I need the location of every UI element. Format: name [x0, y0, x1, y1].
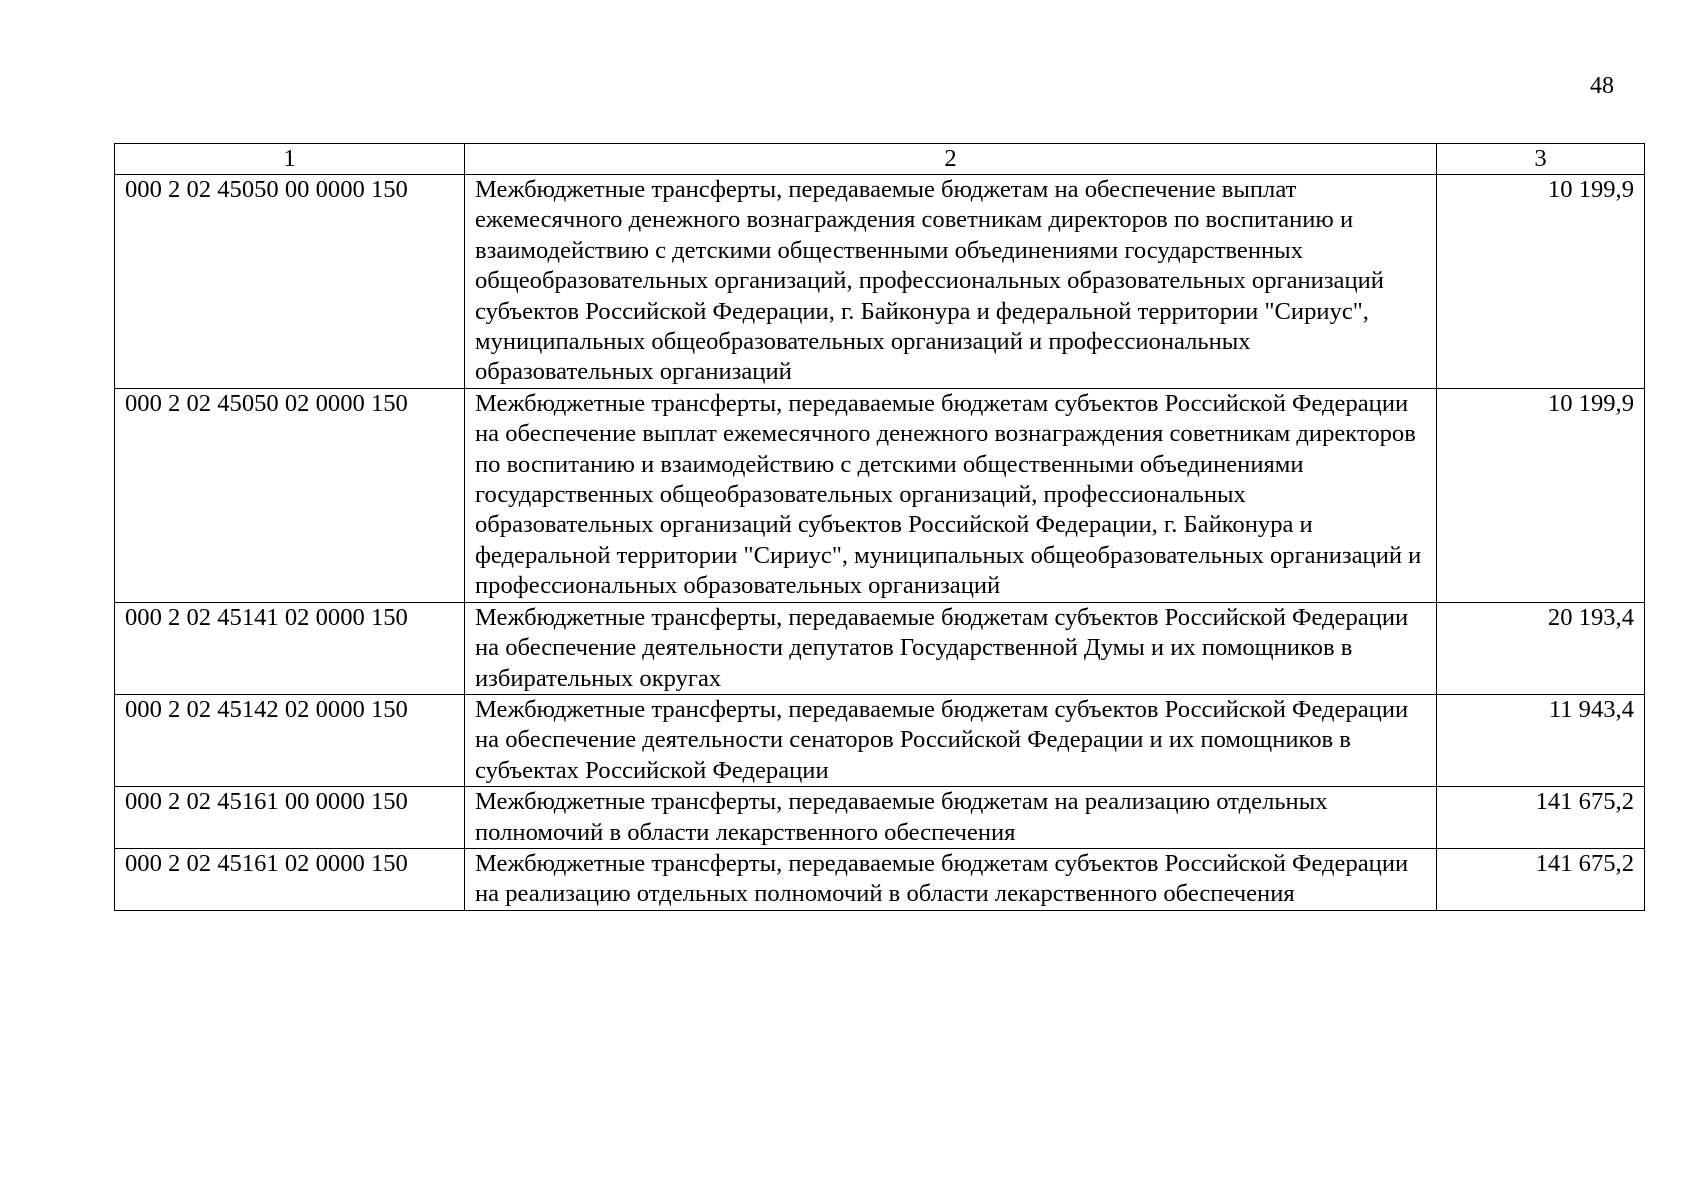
description-cell: Межбюджетные трансферты, передаваемые бюджетам на реализацию отдельных полномочий в области лекарственного обеспечения: [465, 787, 1437, 849]
column-header-amount: 3: [1437, 144, 1645, 175]
code-cell: 000 2 02 45161 00 0000 150: [115, 787, 465, 849]
code-cell: 000 2 02 45050 00 0000 150: [115, 175, 465, 389]
budget-table: [114, 143, 1645, 911]
amount-cell: 20 193,4: [1437, 602, 1645, 694]
column-header-code: 1: [115, 144, 465, 175]
amount-cell: 141 675,2: [1437, 848, 1645, 910]
table-row: [115, 694, 1645, 786]
description-cell: Межбюджетные трансферты, передаваемые бюджетам субъектов Российской Федерации на реализацию отдельных полномочий в области лекарственного обеспечения: [465, 848, 1437, 910]
amount-cell: 11 943,4: [1437, 694, 1645, 786]
table-row: [115, 848, 1645, 910]
column-header-description: 2: [465, 144, 1437, 175]
description-cell: Межбюджетные трансферты, передаваемые бюджетам субъектов Российской Федерации на обеспечение выплат ежемесячного денежного вознаграждения советникам директоров по воспитанию и взаимодействию с детскими общественными объединениями государственных общеобразовательных организаций, профессиональных образовательных организаций субъектов Российской Федерации, г. Байконура и федеральной территории "Сириус", муниципальных общеобразовательных организаций и профессиональных образовательных организаций: [465, 388, 1437, 602]
page-number: 48: [1590, 73, 1614, 99]
code-cell: 000 2 02 45161 02 0000 150: [115, 848, 465, 910]
amount-cell: 10 199,9: [1437, 388, 1645, 602]
amount-cell: 141 675,2: [1437, 787, 1645, 849]
description-cell: Межбюджетные трансферты, передаваемые бюджетам субъектов Российской Федерации на обеспечение деятельности депутатов Государственной Думы и их помощников в избирательных округах: [465, 602, 1437, 694]
table-row: [115, 175, 1645, 389]
header-row: [115, 144, 1645, 175]
table-row: [115, 602, 1645, 694]
code-cell: 000 2 02 45142 02 0000 150: [115, 694, 465, 786]
table-row: [115, 388, 1645, 602]
amount-cell: 10 199,9: [1437, 175, 1645, 389]
code-cell: 000 2 02 45050 02 0000 150: [115, 388, 465, 602]
description-cell: Межбюджетные трансферты, передаваемые бюджетам на обеспечение выплат ежемесячного денежного вознаграждения советникам директоров по воспитанию и взаимодействию с детскими общественными объединениями государственных общеобразовательных организаций, профессиональных образовательных организаций субъектов Российской Федерации, г. Байконура и федеральной территории "Сириус", муниципальных общеобразовательных организаций и профессиональных образовательных организаций: [465, 175, 1437, 389]
description-cell: Межбюджетные трансферты, передаваемые бюджетам субъектов Российской Федерации на обеспечение деятельности сенаторов Российской Федерации и их помощников в субъектах Российской Федерации: [465, 694, 1437, 786]
table-row: [115, 787, 1645, 849]
code-cell: 000 2 02 45141 02 0000 150: [115, 602, 465, 694]
